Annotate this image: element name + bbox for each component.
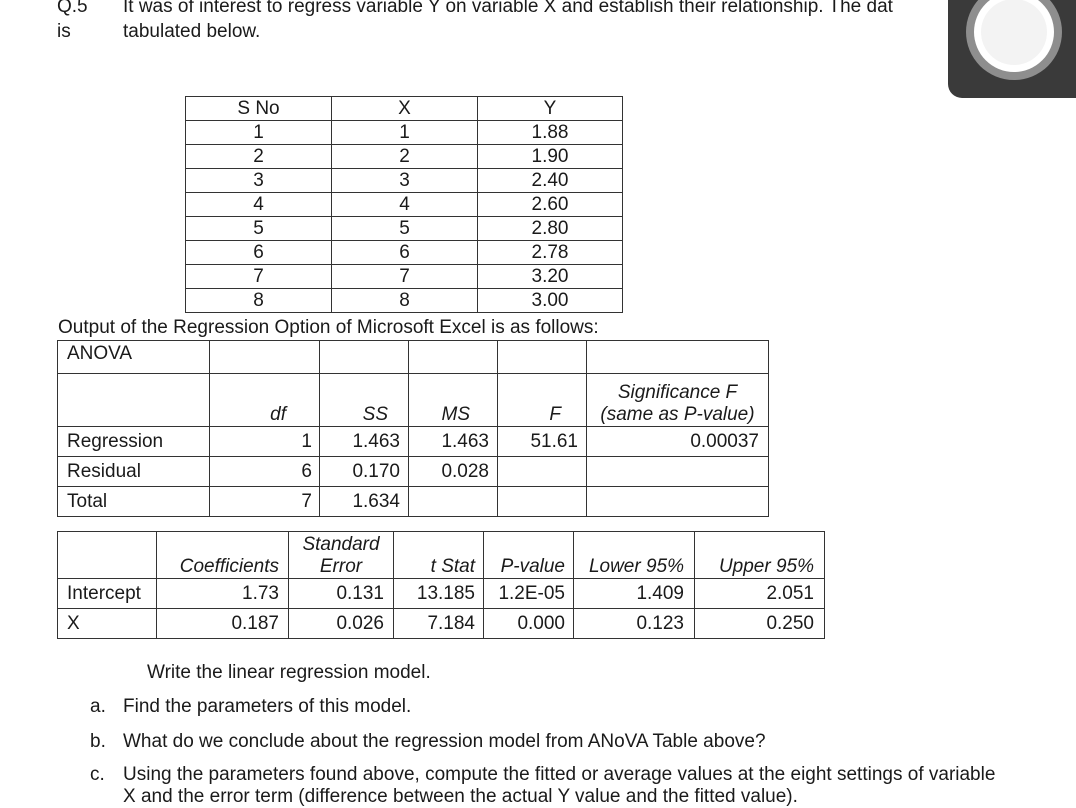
cell-sno: 4 xyxy=(186,193,332,217)
cell-upper-95: 2.051 xyxy=(695,579,825,609)
header-y: Y xyxy=(478,97,623,121)
header-significance-f-line2: (same as P-value) xyxy=(600,404,755,425)
cell-x: 5 xyxy=(332,217,478,241)
anova-table xyxy=(57,340,769,517)
cell-coefficient: 1.73 xyxy=(157,579,289,609)
cell-p-value: 0.000 xyxy=(484,609,574,639)
question-text-line2: tabulated below. xyxy=(123,21,261,42)
output-description: Output of the Regression Option of Microsoft Excel is as follows: xyxy=(58,317,599,338)
table-row xyxy=(186,169,623,193)
task-c-label: c. xyxy=(90,764,105,785)
cell-df: 1 xyxy=(210,427,320,457)
table-row xyxy=(186,289,623,313)
table-row xyxy=(186,265,623,289)
cell-upper-95: 0.250 xyxy=(695,609,825,639)
question-number-suffix: is xyxy=(57,21,71,42)
table-row xyxy=(186,217,623,241)
cell-y: 1.90 xyxy=(478,145,623,169)
cell-lower-95: 0.123 xyxy=(574,609,695,639)
header-empty xyxy=(58,374,210,427)
data-table xyxy=(185,96,623,313)
task-intro: Write the linear regression model. xyxy=(147,662,431,683)
task-c-text-line1: Using the parameters found above, compute the fitted or average values at the eight settings of variable xyxy=(123,764,996,785)
cell-sno: 2 xyxy=(186,145,332,169)
empty-cell xyxy=(210,341,320,374)
anova-title: ANOVA xyxy=(58,341,210,374)
table-row xyxy=(186,193,623,217)
row-label: Regression xyxy=(58,427,210,457)
table-row xyxy=(186,145,623,169)
cell-y: 2.78 xyxy=(478,241,623,265)
record-button-inner-ring xyxy=(974,0,1054,72)
cell-ss: 0.170 xyxy=(320,457,409,487)
header-upper-95: Upper 95% xyxy=(695,532,825,579)
cell-y: 2.60 xyxy=(478,193,623,217)
cell-sno: 1 xyxy=(186,121,332,145)
coefficients-table xyxy=(57,531,825,639)
cell-x: 4 xyxy=(332,193,478,217)
row-label: Total xyxy=(58,487,210,517)
cell-df: 7 xyxy=(210,487,320,517)
cell-x: 3 xyxy=(332,169,478,193)
cell-sno: 6 xyxy=(186,241,332,265)
cell-sno: 8 xyxy=(186,289,332,313)
header-sno: S No xyxy=(186,97,332,121)
cell-f xyxy=(498,457,587,487)
empty-cell xyxy=(498,341,587,374)
table-row xyxy=(58,609,825,639)
header-standard-error-line1: Standard xyxy=(302,534,380,555)
row-label: X xyxy=(58,609,157,639)
cell-standard-error: 0.131 xyxy=(289,579,394,609)
header-significance-f-line1: Significance F xyxy=(617,382,738,403)
header-significance-f xyxy=(587,374,769,427)
header-lower-95: Lower 95% xyxy=(574,532,695,579)
task-a-text: Find the parameters of this model. xyxy=(123,696,412,717)
task-b-text: What do we conclude about the regression model from ANoVA Table above? xyxy=(123,731,766,752)
cell-significance-f xyxy=(587,457,769,487)
cell-y: 2.80 xyxy=(478,217,623,241)
cell-x: 6 xyxy=(332,241,478,265)
cell-ss: 1.634 xyxy=(320,487,409,517)
cell-f xyxy=(498,487,587,517)
cell-x: 7 xyxy=(332,265,478,289)
table-row xyxy=(58,427,769,457)
task-a-label: a. xyxy=(90,696,106,717)
cell-coefficient: 0.187 xyxy=(157,609,289,639)
header-p-value: P-value xyxy=(484,532,574,579)
cell-f: 51.61 xyxy=(498,427,587,457)
empty-cell xyxy=(587,341,769,374)
header-f: F xyxy=(498,374,587,427)
header-standard-error-line2: Error xyxy=(319,556,363,577)
cell-ss: 1.463 xyxy=(320,427,409,457)
cell-lower-95: 1.409 xyxy=(574,579,695,609)
cell-x: 8 xyxy=(332,289,478,313)
cell-y: 3.00 xyxy=(478,289,623,313)
cell-ms: 0.028 xyxy=(409,457,498,487)
cell-y: 1.88 xyxy=(478,121,623,145)
question-number: Q.5 xyxy=(57,0,88,17)
anova-header-row xyxy=(58,374,769,427)
record-button-icon[interactable] xyxy=(966,0,1062,80)
header-standard-error xyxy=(289,532,394,579)
table-row xyxy=(186,121,623,145)
table-row xyxy=(58,579,825,609)
cell-t-stat: 13.185 xyxy=(394,579,484,609)
cell-x: 1 xyxy=(332,121,478,145)
empty-cell xyxy=(320,341,409,374)
header-t-stat: t Stat xyxy=(394,532,484,579)
cell-sno: 7 xyxy=(186,265,332,289)
table-row xyxy=(58,457,769,487)
header-ss: SS xyxy=(320,374,409,427)
cell-standard-error: 0.026 xyxy=(289,609,394,639)
question-text-line1: It was of interest to regress variable Y on variable X and establish their relationship. The dat xyxy=(123,0,893,17)
cell-df: 6 xyxy=(210,457,320,487)
task-b-label: b. xyxy=(90,731,106,752)
header-empty xyxy=(58,532,157,579)
header-x: X xyxy=(332,97,478,121)
cell-sno: 3 xyxy=(186,169,332,193)
anova-title-row xyxy=(58,341,769,374)
cell-y: 3.20 xyxy=(478,265,623,289)
coefficients-header-row xyxy=(58,532,825,579)
table-row xyxy=(58,487,769,517)
cell-ms: 1.463 xyxy=(409,427,498,457)
record-button-center xyxy=(981,0,1047,65)
header-ms: MS xyxy=(409,374,498,427)
cell-sno: 5 xyxy=(186,217,332,241)
row-label: Residual xyxy=(58,457,210,487)
record-overlay-widget[interactable] xyxy=(948,0,1076,98)
cell-y: 2.40 xyxy=(478,169,623,193)
row-label: Intercept xyxy=(58,579,157,609)
cell-p-value: 1.2E-05 xyxy=(484,579,574,609)
empty-cell xyxy=(409,341,498,374)
cell-significance-f: 0.00037 xyxy=(587,427,769,457)
data-table-header-row xyxy=(186,97,623,121)
header-df: df xyxy=(210,374,320,427)
cell-x: 2 xyxy=(332,145,478,169)
cell-t-stat: 7.184 xyxy=(394,609,484,639)
task-c-text-line2: X and the error term (difference between the actual Y value and the fitted value). xyxy=(123,786,798,807)
cell-ms xyxy=(409,487,498,517)
table-row xyxy=(186,241,623,265)
header-coefficients: Coefficients xyxy=(157,532,289,579)
cell-significance-f xyxy=(587,487,769,517)
